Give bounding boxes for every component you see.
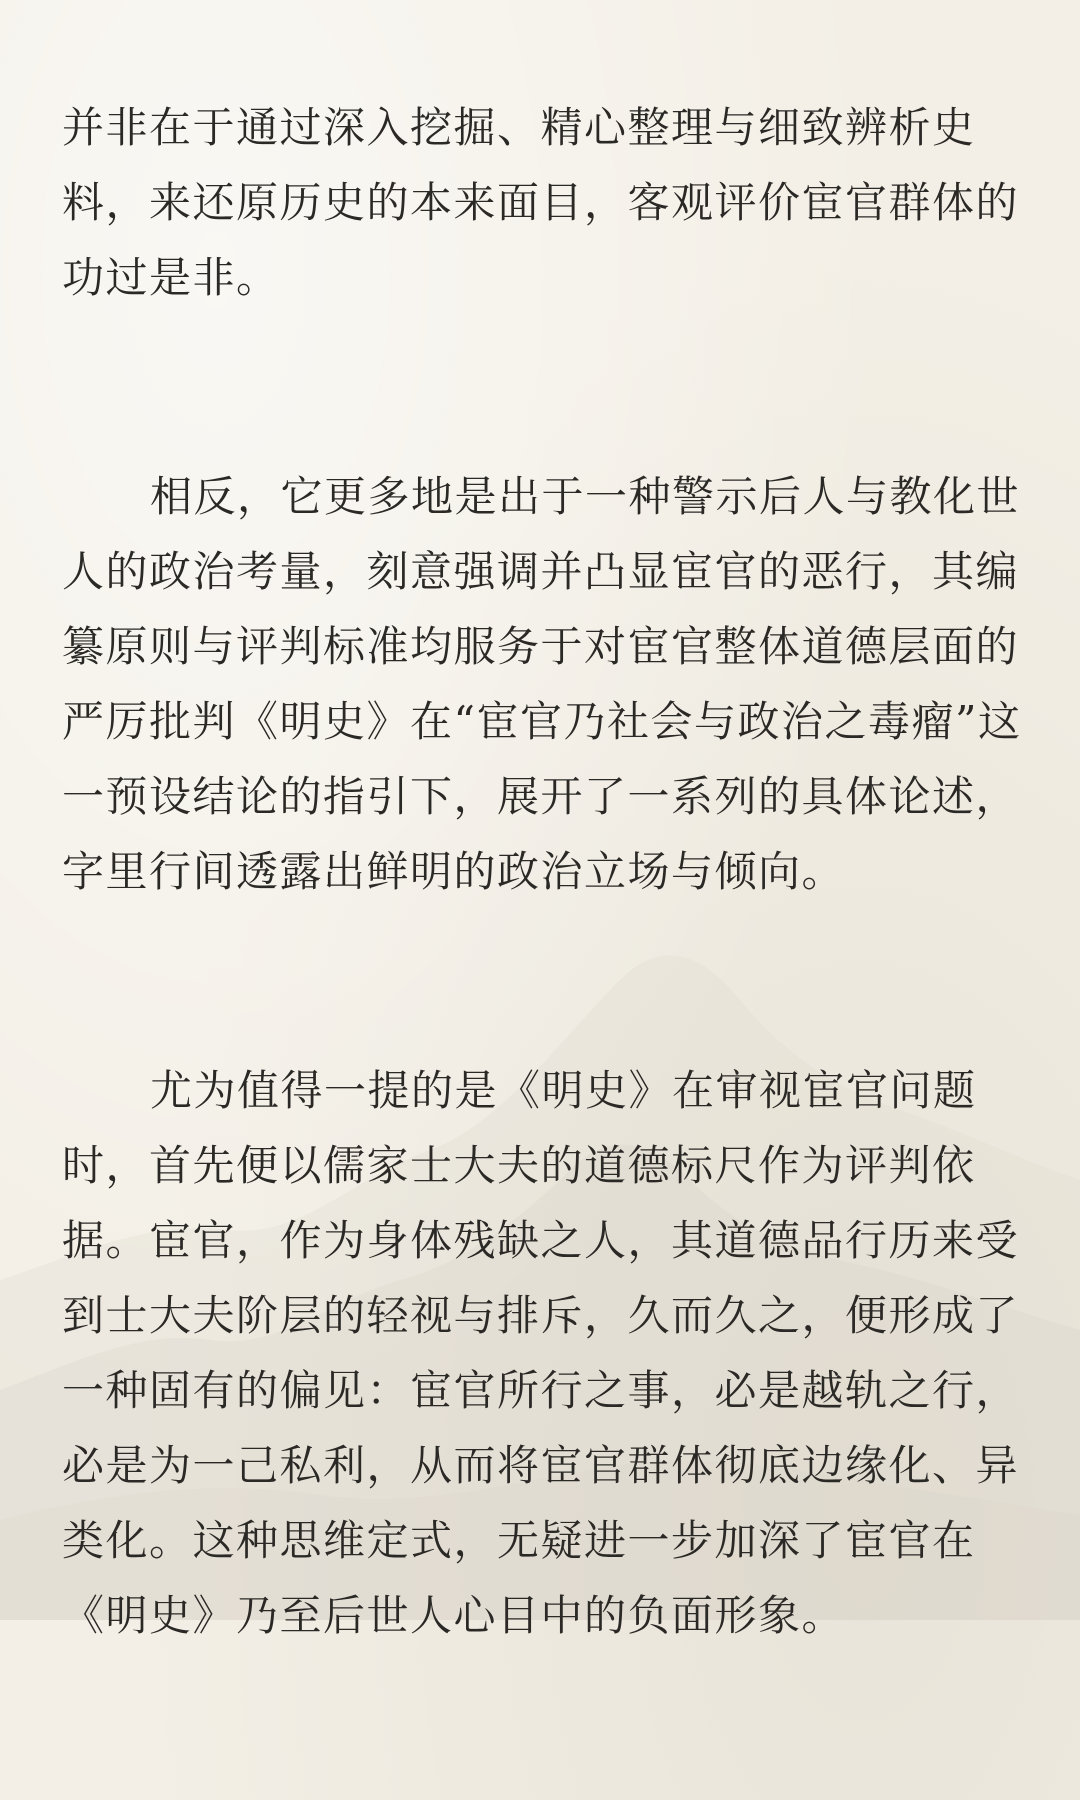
paragraph-line: 料，来还原历史的本来面目，客观评价宦官群体的: [62, 178, 1020, 227]
article-body: [62, 90, 1022, 1653]
paragraph-line: 功过是非。: [62, 253, 280, 302]
paragraph-line: 据。宦官，作为身体残缺之人，其道德品行历来受: [62, 1216, 1020, 1265]
paragraph-1: [62, 90, 1022, 315]
paragraph-line: 《明史》乃至后世人心目中的负面形象。: [62, 1591, 846, 1640]
paragraph-line: 必是为一己私利，从而将宦官群体彻底边缘化、异: [62, 1441, 1020, 1490]
paragraph-line: 纂原则与评判标准均服务于对宦官整体道德层面的: [62, 622, 1020, 671]
paragraph-line: 类化。这种思维定式，无疑进一步加深了宦官在: [62, 1516, 976, 1565]
paragraph-3: [62, 1053, 1022, 1653]
paragraph-line-indented: 相反，它更多地是出于一种警示后人与教化世: [150, 472, 1021, 521]
paragraph-line: 时，首先便以儒家士大夫的道德标尺作为评判依: [62, 1141, 976, 1190]
paragraph-line: 严厉批判《明史》在“宦官乃社会与政治之毒瘤”这: [62, 697, 1022, 746]
paragraph-line: 一种固有的偏见：宦官所行之事，必是越轨之行，: [62, 1366, 1020, 1415]
paragraph-line: 并非在于通过深入挖掘、精心整理与细致辨析史: [62, 103, 976, 152]
paragraph-line-indented: 尤为值得一提的是《明史》在审视宦官问题: [150, 1066, 977, 1115]
paragraph-line: 字里行间透露出鲜明的政治立场与倾向。: [62, 847, 846, 896]
paragraph-2: [62, 459, 1022, 909]
paragraph-line: 到士大夫阶层的轻视与排斥，久而久之，便形成了: [62, 1291, 1020, 1340]
paragraph-line: 人的政治考量，刻意强调并凸显宦官的恶行，其编: [62, 547, 1020, 596]
paragraph-line: 一预设结论的指引下，展开了一系列的具体论述，: [62, 772, 1020, 821]
